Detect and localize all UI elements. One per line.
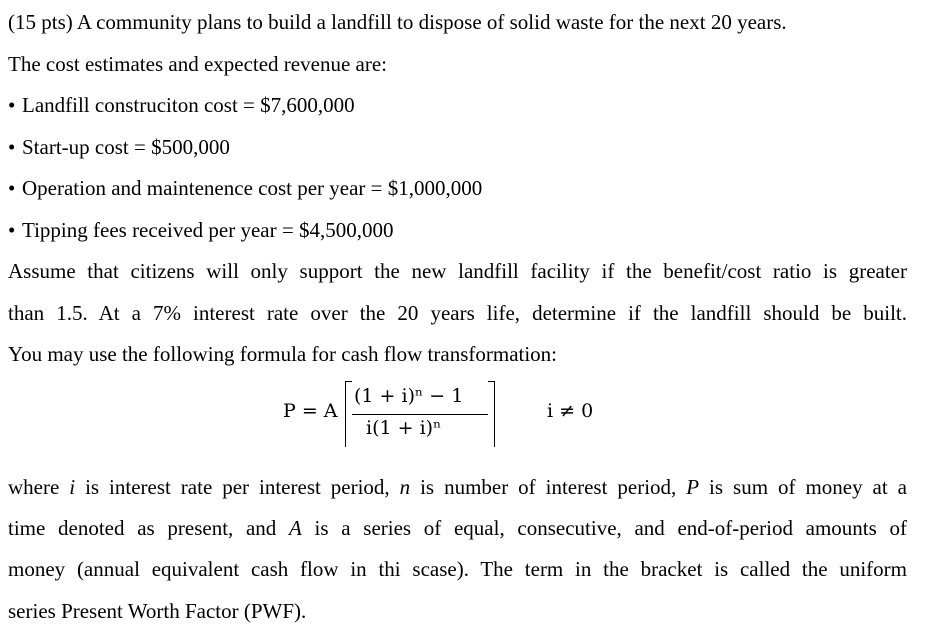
var-i: i	[69, 475, 76, 499]
var-n: n	[399, 475, 411, 499]
bullet-text: Operation and maintenence cost per year = $1,000,000	[22, 176, 483, 200]
formula-denominator: i(1 + i)ⁿ	[366, 417, 442, 439]
fraction-bar	[352, 414, 488, 415]
explanation-line-4: series Present Worth Factor (PWF).	[8, 599, 307, 623]
bullet-text: Tipping fees received per year = $4,500,000	[22, 218, 394, 242]
bullet-marker: •	[8, 93, 16, 117]
bullet-item	[8, 175, 482, 201]
bullet-marker: •	[8, 135, 16, 159]
assume-line-3: You may use the following formula for cash flow transformation:	[8, 342, 558, 366]
explanation-line-3: money (annual equivalent cash flow in thi scase). The term in the bracket is called the uniform	[8, 557, 907, 581]
text-segment: is number of interest period,	[410, 475, 687, 499]
text-segment: is interest rate per interest period,	[75, 475, 400, 499]
bullet-item	[8, 134, 230, 160]
text-segment: is sum of money at a	[699, 475, 907, 499]
explanation-line-2	[8, 515, 907, 541]
bullet-marker: •	[8, 176, 16, 200]
text-segment: where	[8, 475, 70, 499]
text-segment: is a series of equal, consecutive, and end-of-period amounts of	[301, 516, 907, 540]
bullet-text: Landfill construciton cost = $7,600,000	[22, 93, 355, 117]
pwf-formula	[283, 381, 623, 451]
var-P: P	[686, 475, 700, 499]
text-segment: time denoted as present, and	[8, 516, 290, 540]
formula-bracket	[345, 381, 495, 447]
intro-line-2: The cost estimates and expected revenue are:	[8, 52, 387, 76]
assume-line-2: than 1.5. At a 7% interest rate over the 20 years life, determine if the landfill should be built.	[8, 301, 907, 325]
formula-lhs: P = A	[283, 400, 338, 422]
explanation-line-1	[8, 474, 907, 500]
bullet-item	[8, 217, 393, 243]
formula-numerator: (1 + i)ⁿ − 1	[354, 385, 464, 407]
formula-condition: i ≠ 0	[547, 400, 594, 422]
assume-line-1: Assume that citizens will only support the new landfill facility if the benefit/cost ratio is greater	[8, 259, 907, 283]
bullet-text: Start-up cost = $500,000	[22, 135, 230, 159]
var-A: A	[289, 516, 302, 540]
intro-line-1: (15 pts) A community plans to build a landfill to dispose of solid waste for the next 20 years.	[8, 10, 787, 34]
bullet-item	[8, 92, 355, 118]
bullet-marker: •	[8, 218, 16, 242]
